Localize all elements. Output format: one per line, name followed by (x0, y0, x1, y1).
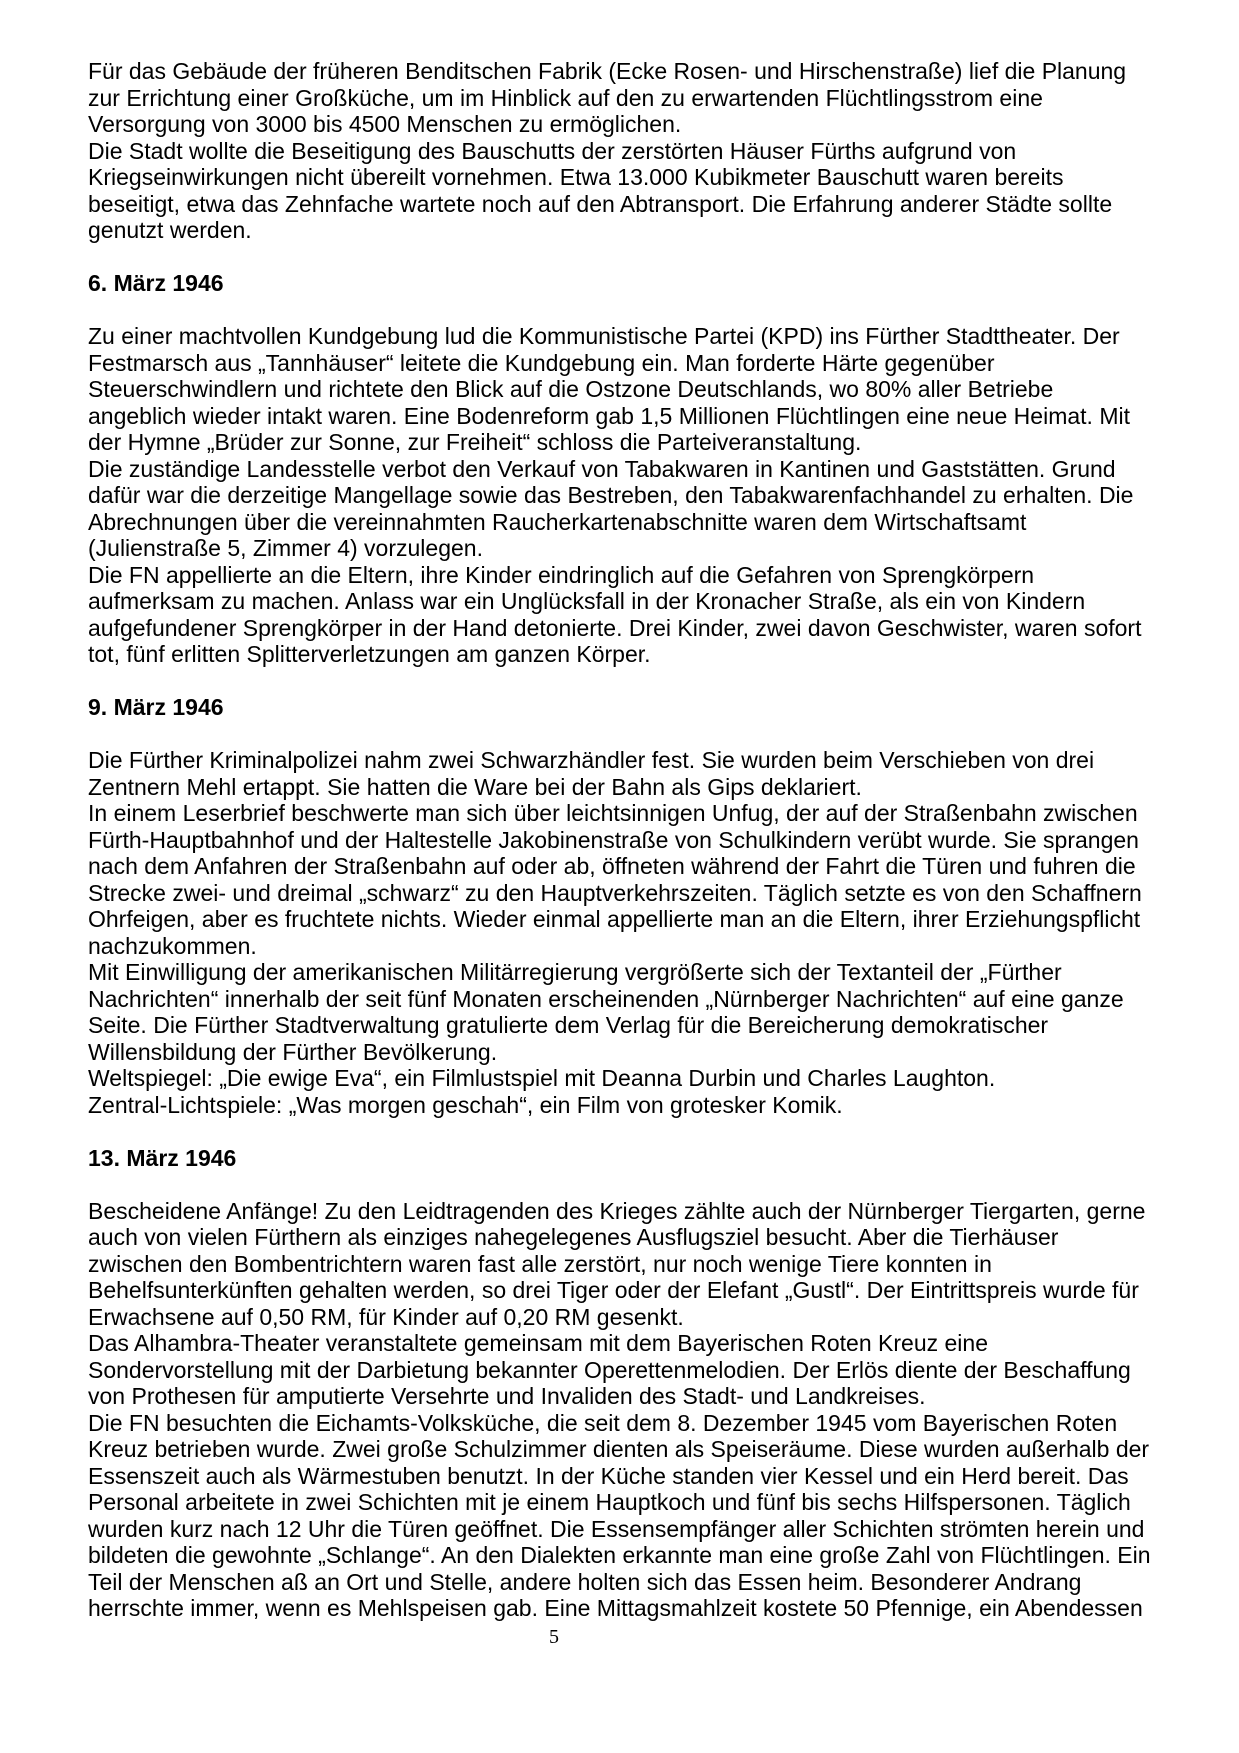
page-number: 5 (549, 1626, 559, 1648)
date-heading-13-march-1946: 13. März 1946 (88, 1144, 237, 1171)
paragraph-alhambra-theater: Das Alhambra-Theater veranstaltete gemeinsam mit dem Bayerischen Roten Kreuz eine Sondervorstellung mit der Darbietung bekannter Operettenmelodien. Der Erlös diente der Beschaffung von Prothesen für amputierte Versehrte und Invaliden des Stadt- und Landkreises. (88, 1330, 1131, 1409)
paragraph-tiergarten: Bescheidene Anfänge! Zu den Leidtragenden des Krieges zählte auch der Nürnberger Tiergarten, gerne auch von vielen Fürthern als einziges nahegelegenes Ausflugsziel besucht. Aber die Tierhäuser zwischen den Bombentrichtern waren fast alle zerstört, nur noch wenige Tiere konnten in Behelfsunterkünften gehalten werden, so drei Tiger oder der Elefant „Gustl“. Der Eintrittspreis wurde für Erwachsene auf 0,50 RM, für Kinder auf 0,20 RM gesenkt. (88, 1197, 1146, 1330)
paragraph-zentral-lichtspiele: Zentral-Lichtspiele: „Was morgen geschah“, ein Film von grotesker Komik. (88, 1091, 843, 1118)
paragraph-bauschutt: Die Stadt wollte die Beseitigung des Bauschutts der zerstörten Häuser Fürths aufgrund von Kriegseinwirkungen nicht übereilt vornehmen. Etwa 13.000 Kubikmeter Bauschutt waren bereits beseitigt, etwa das Zehnfache wartete noch auf den Abtransport. Die Erfahrung anderer Städte sollte genutzt werden. (88, 137, 1113, 243)
date-heading-9-march-1946: 9. März 1946 (88, 694, 224, 720)
paragraph-tabakwaren: Die zuständige Landesstelle verbot den Verkauf von Tabakwaren in Kantinen und Gaststätten. Grund dafür war die derzeitige Mangellage sowie das Bestreben, den Tabakwarenfachhandel zu erhalten. Die Abrechnungen über die vereinnahmten Raucherkartenabschnitte waren dem Wirtschaftsamt (Julienstraße 5, Zimmer 4) vorzulegen. (88, 455, 1134, 561)
paragraph-schwarzhaendler: Die Fürther Kriminalpolizei nahm zwei Schwarzhändler fest. Sie wurden beim Verschieben von drei Zentnern Mehl ertappt. Sie hatten die Ware bei der Bahn als Gips deklariert. (88, 747, 1095, 800)
date-heading-6-march-1946: 6. März 1946 (88, 270, 224, 296)
paragraph-weltspiegel: Weltspiegel: „Die ewige Eva“, ein Filmlustspiel mit Deanna Durbin und Charles Laughton. (88, 1065, 996, 1091)
paragraph-volkskueche: Die FN besuchten die Eichamts-Volksküche, die seit dem 8. Dezember 1945 vom Bayerischen Roten Kreuz betrieben wurde. Zwei große Schulzimmer dienten als Speiseräume. Diese wurden außerhalb der Essenszeit auch als Wärmestuben benutzt. In der Küche standen vier Kessel und ein Herd bereit. Das Personal arbeitete in zwei Schichten mit je einem Hauptkoch und fünf bis sechs Hilfspersonen. Täglich wurden kurz nach 12 Uhr die Türen geöffnet. Die Essensempfänger aller Schichten strömten herein und bildeten die gewohnte „Schlange“. An den Dialekten erkannte man eine große Zahl von Flüchtlingen. Ein Teil der Menschen aß an Ort und Stelle, andere holten sich das Essen heim. Besonderer Andrang herrschte immer, wenn es Mehlspeisen gab. Eine Mittagsmahlzeit kostete 50 Pfennige, ein Abendessen (88, 1409, 1151, 1621)
paragraph-leserbrief: In einem Leserbrief beschwerte man sich über leichtsinnigen Unfug, der auf der Straßenbahn zwischen Fürth-Hauptbahnhof und der Haltestelle Jakobinenstraße von Schulkindern verübt wurde. Sie sprangen nach dem Anfahren der Straßenbahn auf oder ab, öffneten während der Fahrt die Türen und fuhren die Strecke zwei- und dreimal „schwarz“ zu den Hauptverkehrszeiten. Täglich setzte es von den Schaffnern Ohrfeigen, aber es fruchtete nichts. Wieder einmal appellierte man an die Eltern, ihrer Erziehungspflicht nachzukommen. (88, 800, 1142, 959)
paragraph-sprengkoerper: Die FN appellierte an die Eltern, ihre Kinder eindringlich auf die Gefahren von Sprengkörpern aufmerksam zu machen. Anlass war ein Unglücksfall in der Kronacher Straße, als ein von Kindern aufgefundener Sprengkörper in der Hand detonierte. Drei Kinder, zwei davon Geschwister, waren sofort tot, fünf erlitten Splitterverletzungen am ganzen Körper. (88, 561, 1142, 667)
paragraph-grosskueche: Für das Gebäude der früheren Benditschen Fabrik (Ecke Rosen- und Hirschenstraße) lief die Planung zur Errichtung einer Großküche, um im Hinblick auf den zu erwartenden Flüchtlingsstrom eine Versorgung von 3000 bis 4500 Menschen zu ermöglichen. (88, 58, 1127, 137)
paragraph-kpd-kundgebung: Zu einer machtvollen Kundgebung lud die Kommunistische Partei (KPD) ins Fürther Stadttheater. Der Festmarsch aus „Tannhäuser“ leitete die Kundgebung ein. Man forderte Härte gegenüber Steuerschwindlern und richtete den Blick auf die Ostzone Deutschlands, wo 80% aller Betriebe angeblich wieder intakt waren. Eine Bodenreform gab 1,5 Millionen Flüchtlingen eine neue Heimat. Mit der Hymne „Brüder zur Sonne, zur Freiheit“ schloss die Parteiveranstaltung. (88, 323, 1130, 455)
paragraph-fuerther-nachrichten: Mit Einwilligung der amerikanischen Militärregierung vergrößerte sich der Textanteil der „Fürther Nachrichten“ innerhalb der seit fünf Monaten erscheinenden „Nürnberger Nachrichten“ auf eine ganze Seite. Die Fürther Stadtverwaltung gratulierte dem Verlag für die Bereicherung demokratischer Willensbildung der Fürther Bevölkerung. (88, 959, 1124, 1065)
